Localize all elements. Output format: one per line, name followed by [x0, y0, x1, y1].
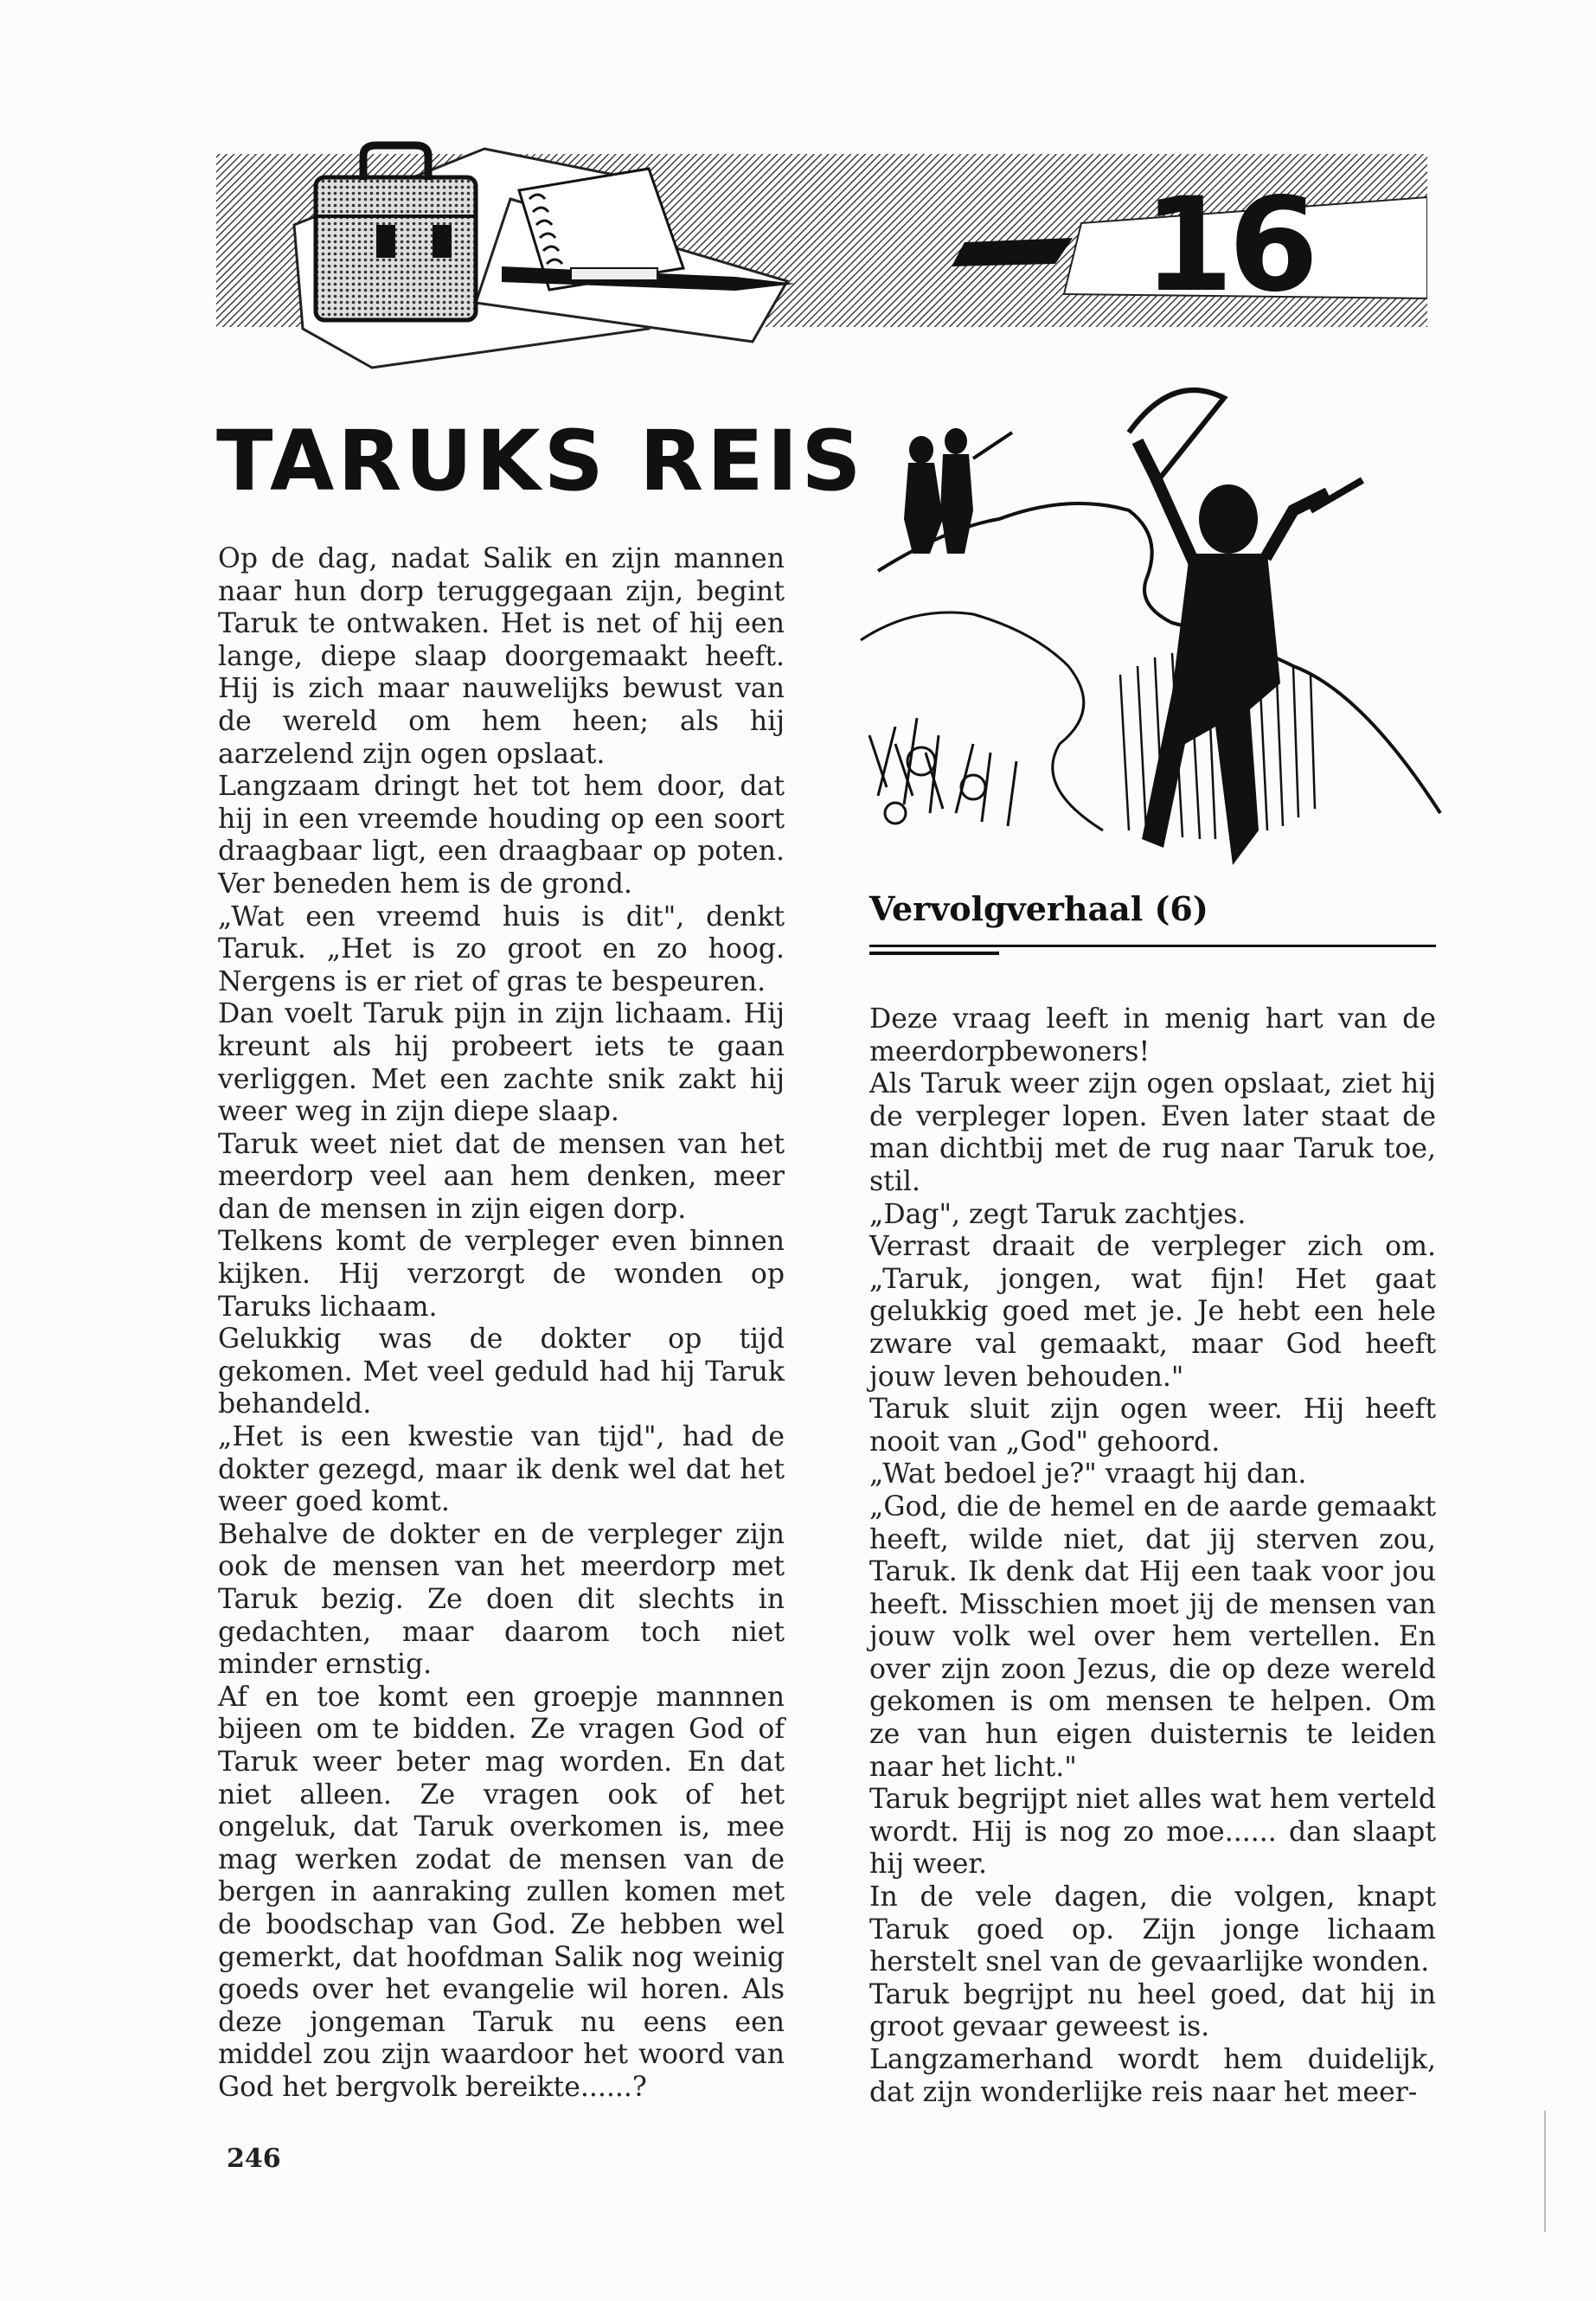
paragraph: „Het is een kwestie van tijd", had de dokter gezegd, maar ik denk wel dat het weer goed komt. [218, 1421, 785, 1518]
grass-icon [869, 718, 1016, 826]
paragraph: „Wat een vreemd huis is dit", denkt Taruk. „Het is zo groot en zo hoog. Nergens is er riet of gras te bespeuren. [218, 901, 785, 997]
page-number: 246 [227, 2144, 281, 2174]
right-column [869, 1003, 1436, 2109]
heading-rule [869, 945, 1436, 947]
section-heading: Vervolgverhaal (6) [869, 889, 1208, 928]
scan-edge-mark [1544, 2111, 1546, 2232]
mountain-illustration [843, 381, 1449, 882]
paragraph: „God, die de hemel en de aarde gemaakt heeft, wilde niet, dat jij sterven zou, Taruk. Ik denk dat Hij een taak voor jou heeft. Misschien moet jij de mensen van jouw volk wel over hem vertellen. En over zijn zoon Jezus, die op deze wereld gekomen is om mensen te helpen. Om ze van hun eigen duisternis te leiden naar het licht." [869, 1490, 1436, 1783]
chapter-number: 16 [1143, 170, 1314, 321]
people-silhouettes-icon [904, 428, 1012, 554]
paragraph: Taruk begrijpt nu heel goed, dat hij in groot gevaar geweest is. [869, 1978, 1436, 2043]
paragraph: Gelukkig was de dokter op tijd gekomen. Met veel geduld had hij Taruk behandeld. [218, 1324, 785, 1420]
paragraph: Langzaam dringt het tot hem door, dat hij in een vreemde houding op een soort draagbaar ligt, een draagbaar op poten. Ver beneden hem is de grond. [218, 771, 785, 900]
paragraph: „Dag", zegt Taruk zachtjes. [869, 1198, 1247, 1230]
page-title: TARUKS REIS [216, 413, 865, 510]
chapter-banner [199, 130, 1427, 381]
paragraph: Taruk begrijpt niet alles wat hem verteld wordt. Hij is nog zo moe...... dan slaapt hij weer. [869, 1784, 1436, 1881]
paragraph: „Wat bedoel je?" vraagt hij dan. [869, 1458, 1307, 1490]
paragraph: Op de dag, nadat Salik en zijn mannen naar hun dorp teruggegaan zijn, begint Taruk te ontwaken. Het is net of hij een lange, diepe slaap doorgemaakt heeft. Hij is zich maar nauwelijks bewust van de wereld om hem heen; als hij aarzelend zijn ogen opslaat. [218, 543, 785, 770]
paragraph: In de vele dagen, die volgen, knapt Taruk goed op. Zijn jonge lichaam herstelt snel van de gevaarlijke wonden. [869, 1881, 1436, 1978]
heading-rule-accent [869, 952, 999, 955]
paragraph: Als Taruk weer zijn ogen opslaat, ziet hij de verpleger lopen. Even later staat de man dichtbij met de rug naar Taruk toe, stil. [869, 1068, 1436, 1197]
paragraph: Taruk weet niet dat de mensen van het meerdorp veel aan hem denken, meer dan de mensen in zijn eigen dorp. [218, 1128, 785, 1225]
paragraph: Taruk sluit zijn ogen weer. Hij heeft nooit van „God" gehoord. [869, 1394, 1436, 1458]
paragraph: Verrast draait de verpleger zich om. „Taruk, jongen, wat fijn! Het gaat gelukkig goed met je. Je hebt een hele zware val gemaakt, maar God heeft jouw leven behouden." [869, 1231, 1436, 1393]
paragraph: Telkens komt de verpleger even binnen kijken. Hij verzorgt de wonden op Taruks lichaam. [218, 1226, 785, 1323]
left-column [218, 543, 785, 2105]
climber-silhouette-icon [1129, 390, 1362, 865]
paragraph: Langzamerhand wordt hem duidelijk, dat zijn wonderlijke reis naar het meer- [869, 2044, 1436, 2108]
paragraph: Deze vraag leeft in menig hart van de meerdorpbewoners! [869, 1003, 1436, 1067]
paragraph: Behalve de dokter en de verpleger zijn ook de mensen van het meerdorp met Taruk bezig. Ze doen dit slechts in gedachten, maar daarom toch niet minder ernstig. [218, 1518, 785, 1681]
paragraph: Dan voelt Taruk pijn in zijn lichaam. Hij kreunt als hij probeert iets te gaan verliggen. Met een zachte snik zakt hij weer weg in zijn diepe slaap. [218, 998, 785, 1128]
paragraph: Af en toe komt een groepje mannnen bijeen om te bidden. Ze vragen God of Taruk weer beter mag worden. En dat niet alleen. Ze vragen ook of het ongeluk, dat Taruk overkomen is, mee mag werken zodat de mensen van de bergen in aanraking zullen komen met de boodschap van God. Ze hebben wel gemerkt, dat hoofdman Salik nog weinig goeds over het evangelie wil horen. Als deze jongeman Taruk nu eens een middel zou zijn waardoor het woord van God het bergvolk bereikte......? [218, 1681, 785, 2103]
